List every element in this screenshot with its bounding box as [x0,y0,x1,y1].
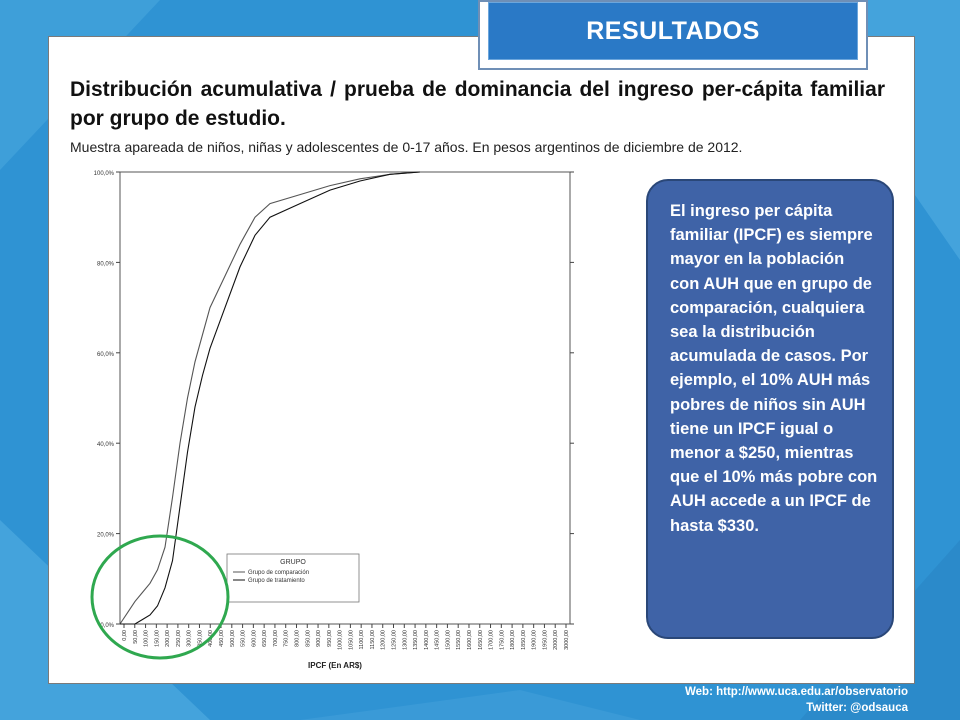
x-tick-label: 200,00 [165,630,172,647]
x-tick-label: 1450,00 [434,630,441,650]
legend-entry-1: Grupo de comparación [248,570,310,576]
y-tick-label: 80,0% [96,261,114,268]
x-tick-label: 1650,00 [477,630,484,650]
x-tick-label: 450,00 [219,630,226,647]
x-axis-label: IPCF (En AR$) [308,661,362,670]
x-tick-label: 600,00 [251,630,258,647]
x-tick-label: 250,00 [175,630,182,647]
y-tick-label: 20,0% [96,532,114,539]
x-tick-label: 1600,00 [466,630,473,650]
slide-subtitle: Muestra apareada de niños, niñas y adolescentes de 0-17 años. En pesos argentinos de diciembre de 2012. [70,139,743,155]
y-tick-label: 40,0% [96,442,114,449]
x-tick-label: 1850,00 [520,630,527,650]
x-tick-label: 650,00 [262,630,269,647]
x-tick-label: 1150,00 [369,630,376,650]
x-tick-label: 1700,00 [488,630,495,650]
footer [685,684,908,716]
x-tick-label: 1300,00 [402,630,409,650]
x-tick-label: 400,00 [208,630,215,647]
callout-text: El ingreso per cápita familiar (IPCF) es siempre mayor en la población con AUH que en grupo de comparación, cualquiera sea la distribución acumulada de casos. Por ejemplo, el 10% AUH más pobres de niños sin AUH tiene un IPCF igual o menor a $250, mientras que el 10% más pobre con AUH accede a un IPCF de hasta $330. [670,202,878,535]
x-tick-label: 550,00 [240,630,247,647]
callout-box [646,179,894,639]
slide-title: Distribución acumulativa / prueba de dominancia del ingreso per-cápita familiar por grupo de estudio. [70,78,885,130]
results-tab [478,0,868,70]
x-tick-label: 1250,00 [391,630,398,650]
x-tick-label: 700,00 [272,630,279,647]
footer-web: Web: http://www.uca.edu.ar/observatorio [685,686,908,698]
x-tick-label: 1350,00 [413,630,420,650]
x-tick-label: 1950,00 [542,630,549,650]
x-tick-label: 50,00 [132,630,139,644]
x-tick-label: 1050,00 [348,630,355,650]
y-tick-label: 0,0% [100,623,114,629]
y-tick-label: 60,0% [96,351,114,358]
x-tick-label: 950,00 [326,630,333,647]
x-tick-label: 300,00 [186,630,193,647]
x-tick-label: 150,00 [154,630,161,647]
x-tick-label: 1750,00 [499,630,506,650]
x-tick-label: 100,00 [143,630,150,647]
cumulative-distribution-chart [62,162,590,674]
x-tick-label: 2000,00 [553,630,560,650]
x-tick-label: 1200,00 [380,630,387,650]
results-tab-label: RESULTADOS [488,2,858,60]
x-tick-label: 900,00 [316,630,323,647]
x-tick-label: 1100,00 [359,630,366,650]
footer-twitter: Twitter: @odsauca [806,702,908,714]
x-tick-label: 1500,00 [445,630,452,650]
x-tick-label: 0,00 [122,630,128,641]
x-tick-label: 1800,00 [510,630,517,650]
x-tick-label: 850,00 [305,630,312,647]
x-tick-label: 350,00 [197,630,204,647]
x-tick-label: 500,00 [229,630,236,647]
legend-title: GRUPO [280,559,306,566]
x-tick-label: 1400,00 [423,630,430,650]
x-tick-label: 1550,00 [456,630,463,650]
legend-entry-2: Grupo de tratamiento [248,578,305,584]
x-tick-label: 3000,00 [564,630,570,650]
x-tick-label: 750,00 [283,630,290,647]
x-tick-label: 1000,00 [337,630,344,650]
x-tick-label: 800,00 [294,630,301,647]
y-tick-label: 100,0% [93,171,114,177]
x-tick-label: 1900,00 [531,630,538,650]
